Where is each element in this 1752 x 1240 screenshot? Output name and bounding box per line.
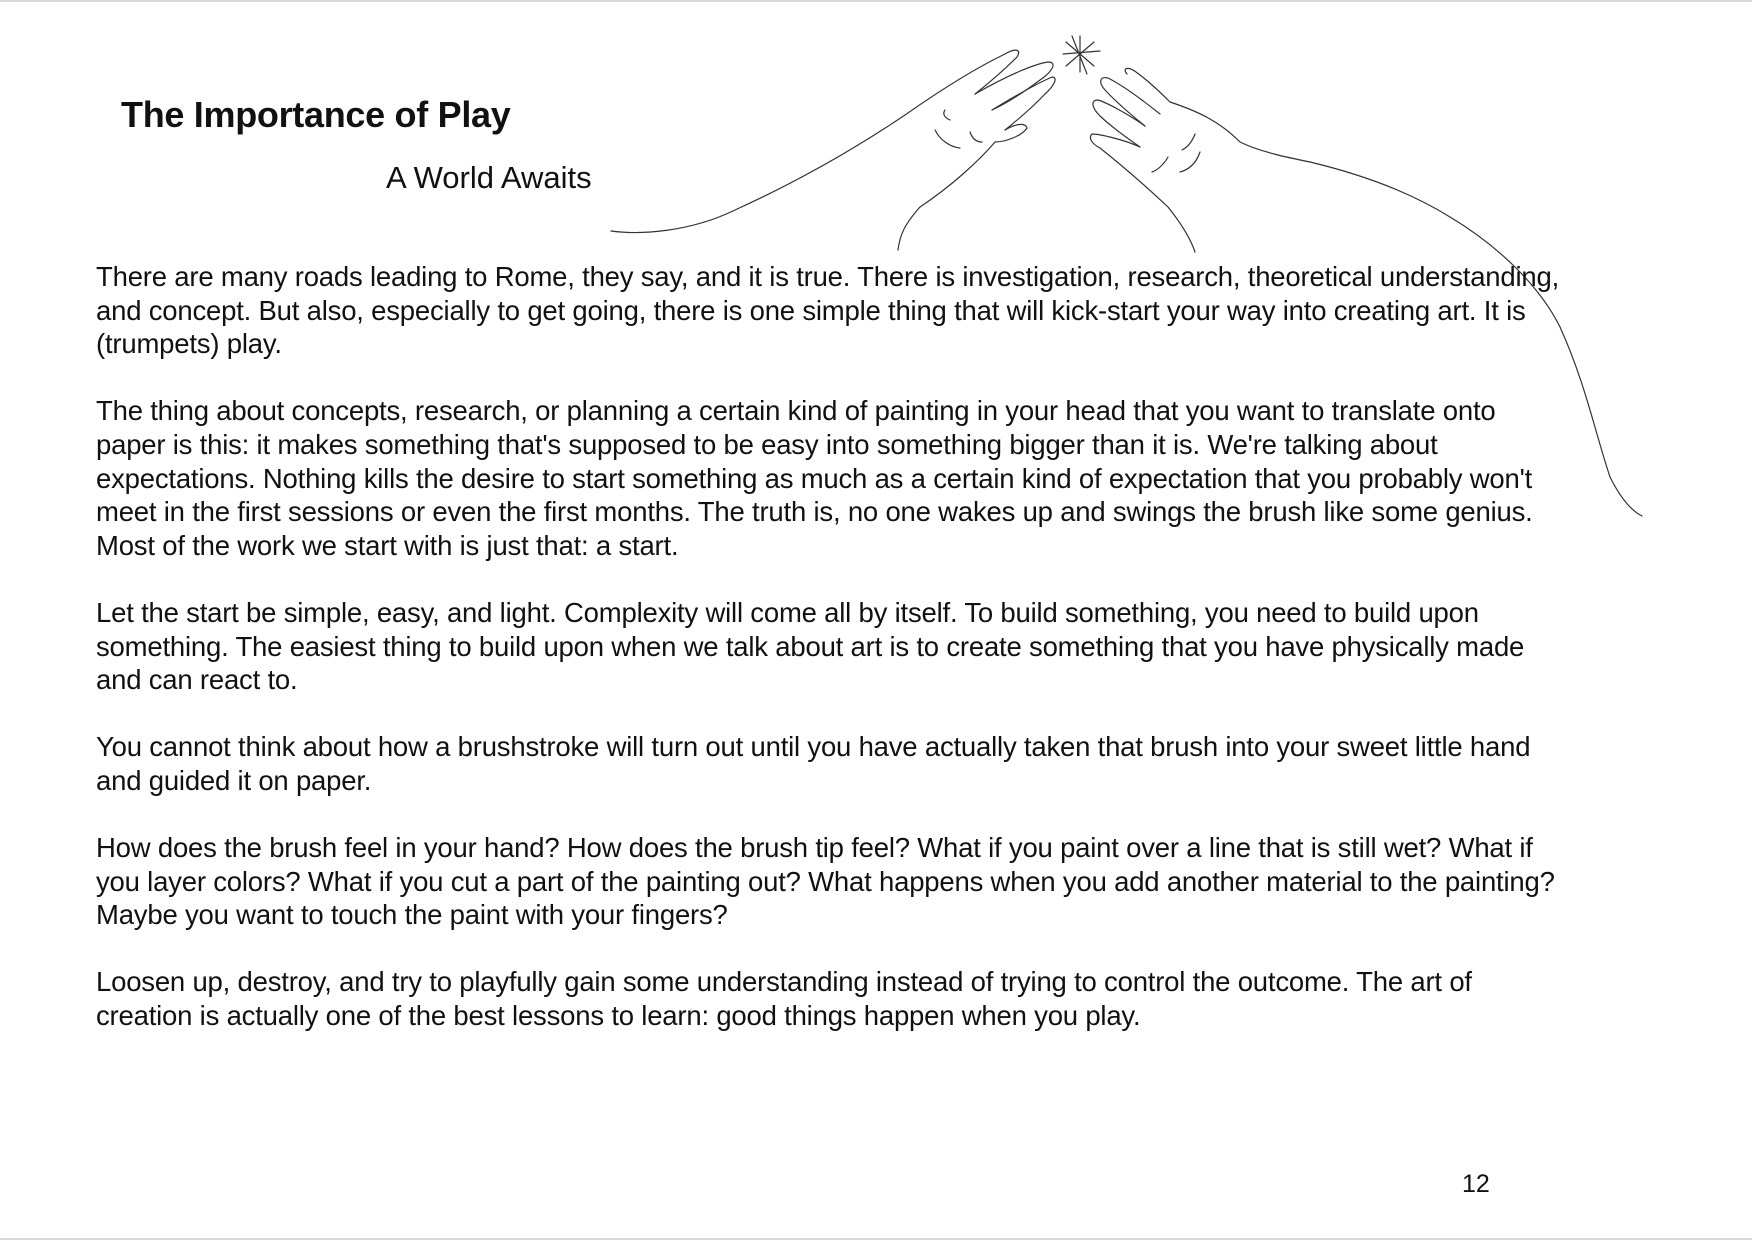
paragraph: Loosen up, destroy, and try to playfully gain some understanding instead of trying to control the outcome. The art of creation is actually one of the best lessons to learn: good things happen when you play. [96,966,1472,1032]
page-number: 12 [1462,1170,1490,1198]
page-subtitle: A World Awaits [386,160,592,195]
paragraph: How does the brush feel in your hand? How does the brush tip feel? What if you paint over a line that is still wet? What if you layer colors? What if you cut a part of the painting out? What happens when you add another material to the painting? Maybe you want to touch the paint with your fingers? [96,832,1555,931]
paragraph: There are many roads leading to Rome, they say, and it is true. There is investigation, research, theoretical understanding, and concept. But also, especially to get going, there is one simple thing that will kick-start your way into creating art. It is (trumpets) play. [96,261,1560,360]
paragraph: You cannot think about how a brushstroke will turn out until you have actually taken that brush into your sweet little hand and guided it on paper. [96,731,1531,796]
paragraph: The thing about concepts, research, or planning a certain kind of painting in your head that you want to translate onto paper is this: it makes something that's supposed to be easy into something bigger than it is. We're talking about expectations. Nothing kills the desire to start something as much as a certain kind of expectation that you probably won't meet in the first sessions or even the first months. The truth is, no one wakes up and swings the brush like some genius. Most of the work we start with is just that: a start. [96,395,1533,561]
page-title: The Importance of Play [121,94,511,135]
paragraph: Let the start be simple, easy, and light. Complexity will come all by itself. To build something, you need to build upon something. The easiest thing to build upon when we talk about art is to create something that you have physically made and can react to. [96,596,1525,696]
body-text [96,260,1566,1066]
